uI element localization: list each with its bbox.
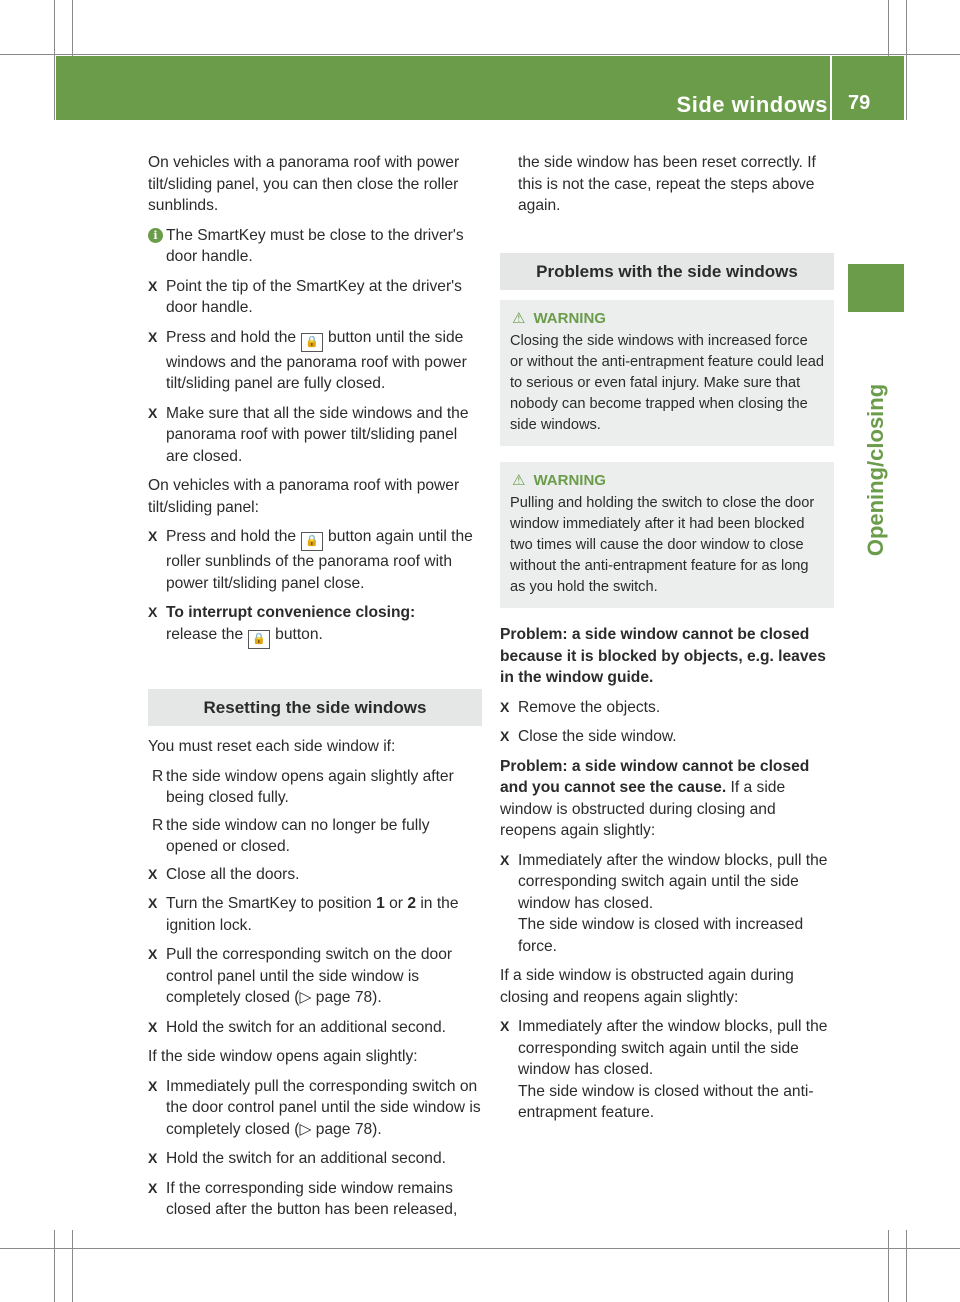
step-text: Immediately after the window blocks, pull the corresponding switch again until the side window has closed. (518, 1018, 828, 1078)
paragraph: On vehicles with a panorama roof with power tilt/sliding panel: (148, 477, 460, 516)
step-arrow-icon: X (148, 1018, 158, 1035)
info-note (148, 225, 482, 268)
step (148, 944, 482, 1009)
step-result: The side window is closed with increased force. (518, 916, 804, 955)
position-value: 1 (376, 895, 385, 912)
paragraph: the side window has been reset correctly. If this is not the case, repeat the steps above again. (518, 154, 816, 214)
section-heading: Problems with the side windows (500, 253, 834, 291)
crop-mark (906, 1230, 907, 1302)
info-text: The SmartKey must be close to the driver's door handle. (166, 226, 464, 265)
step (500, 697, 834, 719)
step-text: Turn the SmartKey to position (166, 895, 372, 912)
step-text: Immediately pull the corresponding switch on the door control panel until the side window is completely closed (▷ page 78). (166, 1077, 481, 1138)
crop-mark (72, 1230, 73, 1302)
step-arrow-icon: X (500, 698, 510, 715)
bullet-text: the side window can no longer be fully opened or closed. (166, 816, 430, 855)
page-number: 79 (848, 92, 871, 114)
step (500, 850, 834, 958)
chapter-tab (848, 264, 904, 312)
step-text: release the (166, 625, 244, 643)
step (500, 726, 834, 748)
warning-label: WARNING (533, 472, 606, 489)
step-text: button. (275, 625, 323, 643)
warning-triangle-icon: ⚠ (512, 472, 526, 489)
step-text: Point the tip of the SmartKey at the driver's door handle. (166, 277, 462, 316)
step-arrow-icon: X (500, 1018, 510, 1034)
step-text: Immediately after the window blocks, pull the corresponding switch again until the side window has closed. (518, 851, 828, 912)
section-heading: Resetting the side windows (148, 689, 482, 727)
warning-header (510, 308, 824, 329)
step-text: Make sure that all the side windows and the panorama roof with power tilt/sliding panel are closed. (166, 404, 469, 465)
lock-icon: 🔒 (301, 532, 323, 551)
step-text: button until the side windows and the panorama roof with power tilt/sliding panel are fully closed. (166, 328, 467, 392)
warning-header (510, 470, 824, 491)
step-arrow-icon: X (148, 1179, 158, 1196)
step-arrow-icon: X (148, 865, 158, 882)
step-text: Hold the switch for an additional second. (166, 1018, 446, 1036)
right-column (500, 152, 834, 1132)
step (148, 1017, 482, 1039)
section-title: Side windows (676, 92, 828, 117)
step (148, 602, 482, 649)
crop-mark (888, 1230, 889, 1302)
step-result: The side window is closed without the anti-entrapment feature. (518, 1082, 814, 1121)
step-arrow-icon: X (148, 404, 158, 421)
step-text: Press and hold the (166, 328, 297, 346)
step-text: Remove the objects. (518, 698, 661, 716)
step (148, 893, 482, 936)
bullet-icon: R (152, 816, 164, 834)
step (500, 1016, 834, 1124)
paragraph: On vehicles with a panorama roof with power tilt/sliding panel, you can then close the roller sunblinds. (148, 154, 460, 214)
step-arrow-icon: X (148, 1077, 158, 1094)
step (148, 1178, 482, 1221)
bullet-icon: R (152, 767, 164, 785)
step-heading: To interrupt convenience closing: (166, 604, 416, 621)
step-arrow-icon: X (148, 277, 158, 294)
bullet-item (148, 815, 482, 858)
chapter-label: Opening/closing (863, 383, 888, 557)
problem-heading: Problem: a side window cannot be closed and you cannot see the cause. (500, 757, 810, 796)
paragraph-text: If a side window is obstructed during closing and reopens again slightly: (500, 779, 786, 839)
problem-heading: Problem: a side window cannot be closed because it is blocked by objects, e.g. leaves in the window guide. (500, 626, 826, 686)
warning-label: WARNING (533, 310, 606, 327)
step (148, 327, 482, 395)
warning-box (500, 462, 834, 608)
warning-text: Closing the side windows with increased force or without the anti-entrapment feature could lead to serious or even fatal injury. Make sure that nobody can become trapped when closing the side windows. (510, 333, 824, 433)
bullet-text: the side window opens again slightly after being closed fully. (166, 767, 454, 806)
step-text: Press and hold the (166, 528, 297, 545)
step-text: Hold the switch for an additional second. (166, 1150, 446, 1167)
crop-mark (54, 1230, 55, 1302)
step-text: or (389, 895, 403, 912)
bullet-item (148, 766, 482, 809)
lock-icon: 🔒 (301, 333, 323, 352)
step (148, 276, 482, 319)
step-arrow-icon: X (148, 528, 158, 544)
warning-text: Pulling and holding the switch to close the door window immediately after it had been blocked two times will cause the door window to close without the anti-entrapment feature for as long as you hold the switch. (510, 495, 815, 595)
step-text: Close all the doors. (166, 865, 300, 883)
info-icon: i (148, 228, 163, 243)
crop-mark (0, 54, 960, 55)
paragraph: If the side window opens again slightly: (148, 1048, 418, 1065)
step-arrow-icon: X (148, 895, 158, 911)
step-arrow-icon: X (500, 851, 510, 868)
crop-mark (0, 1248, 960, 1249)
step-arrow-icon: X (148, 604, 158, 620)
step-arrow-icon: X (500, 728, 510, 744)
paragraph: You must reset each side window if: (148, 738, 396, 755)
step-text: Pull the corresponding switch on the door control panel until the side window is completely closed (▷ page 78). (166, 946, 453, 1006)
step-arrow-icon: X (148, 1150, 158, 1166)
step-text: in the ignition lock. (166, 895, 459, 934)
step (148, 1148, 482, 1170)
step (148, 864, 482, 886)
step-text: If the corresponding side window remains closed after the button has been released, (166, 1179, 458, 1218)
crop-mark (54, 0, 55, 120)
header-divider (830, 56, 832, 120)
paragraph: If a side window is obstructed again during closing and reopens again slightly: (500, 967, 794, 1006)
step (148, 403, 482, 468)
position-value: 2 (407, 895, 416, 912)
step (148, 526, 482, 594)
step-text: Close the side window. (518, 728, 677, 745)
paragraph (500, 756, 834, 842)
crop-mark (906, 0, 907, 120)
left-column (148, 152, 482, 1229)
warning-triangle-icon: ⚠ (512, 310, 526, 327)
step-arrow-icon: X (148, 946, 158, 962)
lock-icon: 🔒 (248, 630, 270, 649)
step-arrow-icon: X (148, 328, 158, 345)
step-text: button again until the roller sunblinds of the panorama roof with power tilt/sliding panel close. (166, 528, 473, 592)
step (148, 1076, 482, 1141)
warning-box (500, 300, 834, 446)
